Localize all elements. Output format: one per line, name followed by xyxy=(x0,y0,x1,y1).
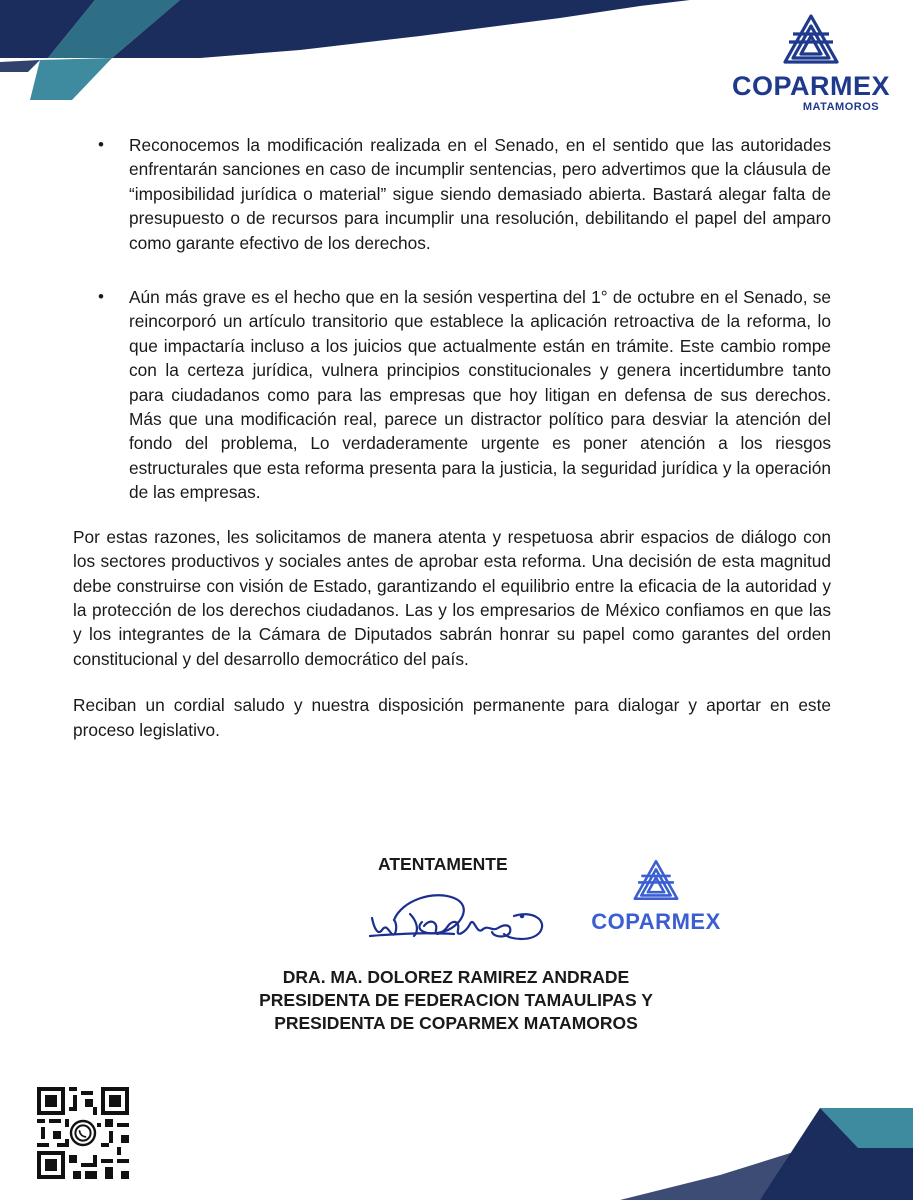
logo-brand-text: COPARMEX xyxy=(731,71,890,101)
bullet-item: • Reconocemos la modificación realizada en el Senado, en el sentido que las autoridades enfrentarán sanciones en caso de incumplir sentencias, pero advertimos que la cláusula de “imposibilidad jurídica o material” sigue siendo demasiado abierta. Bastará alegar falta de presupuesto o de recursos para incumplir una resolución, debilitando el papel del amparo como garante efectivo de los derechos. xyxy=(73,133,831,255)
signer-title-2: PRESIDENTA DE COPARMEX MATAMOROS xyxy=(274,1013,638,1033)
coparmex-logo xyxy=(718,12,904,113)
signer-title-1: PRESIDENTA DE FEDERACION TAMAULIPAS Y xyxy=(259,990,653,1010)
handwritten-signature xyxy=(364,880,554,950)
stamp-brand-text: COPARMEX xyxy=(591,909,721,934)
stamp-triangles-icon xyxy=(629,858,683,902)
paragraph-request: Por estas razones, les solicitamos de manera atenta y respetuosa abrir espacios de diálogo con los sectores productivos y sociales antes de aprobar esta reforma. Una decisión de esta magnitud debe construirse con visión de Estado, garantizando el equilibrio entre la eficacia de la autoridad y la protección de los derechos ciudadanos. Las y los empresarios de México confiamos en que las y los integrantes de la Cámara de Diputados sabrán honrar su papel como garantes del orden constitucional y del desarrollo democrático del país. xyxy=(73,526,831,669)
paragraph-greeting: Reciban un cordial saludo y nuestra disposición permanente para dialogar y aportar en este proceso legislativo. xyxy=(73,695,831,740)
bullet-item: • Aún más grave es el hecho que en la sesión vespertina del 1° de octubre en el Senado, se reincorporó un artículo transitorio que establece la aplicación retroactiva de la reforma, lo que impactaría incluso a los juicios que actualmente están en trámite. Este cambio rompe con la certeza jurídica, vulnera principios constitucionales y genera incertidumbre tanto para ciudadanos como para las empresas que hoy litigan en defensa de sus derechos. Más que una modificación real, parece un distractor político para desviar la atención del fondo del problema, Lo verdaderamente urgente es poner atención a los riesgos estructurales que esta reforma presenta para la justicia, la seguridad jurídica y la operación de las empresas. xyxy=(73,285,831,505)
coparmex-stamp xyxy=(576,858,736,935)
bullet-list xyxy=(73,133,831,505)
logo-sub-text: MATAMOROS xyxy=(802,101,880,113)
header-navy-accent xyxy=(0,60,40,72)
coparmex-triangles-icon xyxy=(779,12,843,66)
letter-body xyxy=(73,133,831,742)
closing-salutation: ATENTAMENTE xyxy=(378,854,508,874)
signer-block xyxy=(130,966,782,1035)
header-teal-accent xyxy=(30,58,112,100)
qr-code-icon xyxy=(37,1087,129,1179)
header-navy-sweep xyxy=(112,0,690,58)
signer-name: DRA. MA. DOLOREZ RAMIREZ ANDRADE xyxy=(282,967,630,987)
